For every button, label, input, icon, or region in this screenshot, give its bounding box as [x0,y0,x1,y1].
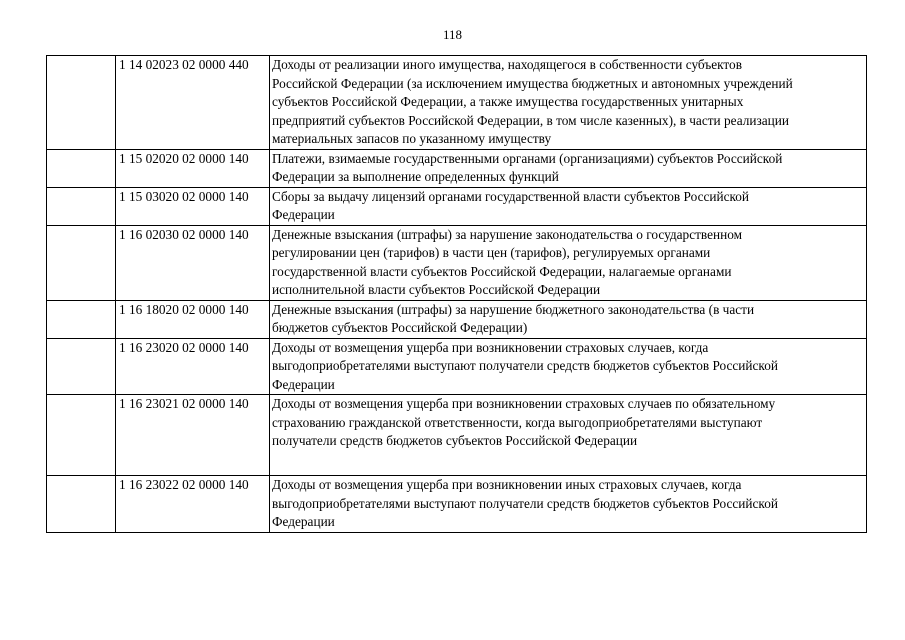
budget-code-cell: 1 16 18020 02 0000 140 [116,300,270,338]
budget-code-cell: 1 15 02020 02 0000 140 [116,149,270,187]
revenue-name-cell [270,149,867,187]
revenue-name-line: бюджетов субъектов Российской Федерации) [272,320,528,335]
revenue-name-cell [270,187,867,225]
table-row [47,149,867,187]
revenue-name-line: предприятий субъектов Российской Федерации, в том числе казенных), в части реализации [272,112,789,128]
revenue-name-cell [270,225,867,300]
revenue-name-line: государственной власти субъектов Российской Федерации, налагаемые органами [272,263,732,279]
budget-code-cell: 1 16 23021 02 0000 140 [116,395,270,476]
admin-code-cell [47,395,116,476]
table-row [47,476,867,533]
revenue-name-line: выгодоприобретателями выступают получатели средств бюджетов субъектов Российской [272,358,778,373]
revenue-name-line: Федерации [272,376,335,392]
budget-code-cell: 1 16 23020 02 0000 140 [116,338,270,395]
revenue-name-cell [270,56,867,150]
revenue-name-line: Федерации [272,207,335,222]
revenue-name-line: Доходы от возмещения ущерба при возникновении иных страховых случаев, когда [272,477,742,492]
revenue-name-line: выгодоприобретателями выступают получатели средств бюджетов субъектов Российской [272,495,778,511]
revenue-name-line: страхованию гражданской ответственности, когда выгодоприобретателями выступают [272,414,763,430]
table-row [47,56,867,150]
page-number: 118 [442,27,463,42]
table-row [47,300,867,338]
admin-code-cell [47,476,116,533]
revenue-name-line: Доходы от возмещения ущерба при возникновении страховых случаев, когда [272,339,709,355]
table-row [47,225,867,300]
revenue-codes-table [46,55,867,533]
revenue-name-line: Российской Федерации (за исключением имущества бюджетных и автономных учреждений [272,75,793,91]
revenue-name-line: Федерации [272,514,335,529]
revenue-name-line: исполнительной власти субъектов Российской Федерации [272,282,601,297]
budget-code-cell: 1 15 03020 02 0000 140 [116,187,270,225]
revenue-name-line: Денежные взыскания (штрафы) за нарушение бюджетного законодательства (в части [272,301,755,317]
revenue-name-cell [270,395,867,476]
revenue-name-cell [270,300,867,338]
revenue-name-cell [270,476,867,533]
revenue-name-line: Денежные взыскания (штрафы) за нарушение законодательства о государственном [272,226,743,242]
revenue-name-line: Доходы от возмещения ущерба при возникновении страховых случаев по обязательному [272,396,776,411]
admin-code-cell [47,187,116,225]
revenue-name-line: получатели средств бюджетов субъектов Российской Федерации [272,433,638,448]
admin-code-cell [47,56,116,150]
budget-code-cell: 1 16 23022 02 0000 140 [116,476,270,533]
revenue-name-line: Платежи, взимаемые государственными органами (организациями) субъектов Российской [272,150,783,166]
revenue-name-cell [270,338,867,395]
revenue-name-line: субъектов Российской Федерации, а также имущества государственных унитарных [272,94,744,109]
admin-code-cell [47,300,116,338]
revenue-name-line: Сборы за выдачу лицензий органами государственной власти субъектов Российской [272,188,750,204]
budget-code-cell: 1 16 02030 02 0000 140 [116,225,270,300]
table-row [47,187,867,225]
table-row [47,338,867,395]
admin-code-cell [47,149,116,187]
table-row [47,395,867,476]
revenue-name-line: материальных запасов по указанному имуществу [272,131,552,146]
admin-code-cell [47,338,116,395]
budget-code-cell: 1 14 02023 02 0000 440 [116,56,270,150]
revenue-name-line: Доходы от реализации иного имущества, находящегося в собственности субъектов [272,57,742,72]
admin-code-cell [47,225,116,300]
revenue-name-line: Федерации за выполнение определенных функций [272,169,559,184]
revenue-name-line: регулировании цен (тарифов) в части цен (тарифов), регулируемых органами [272,245,711,260]
